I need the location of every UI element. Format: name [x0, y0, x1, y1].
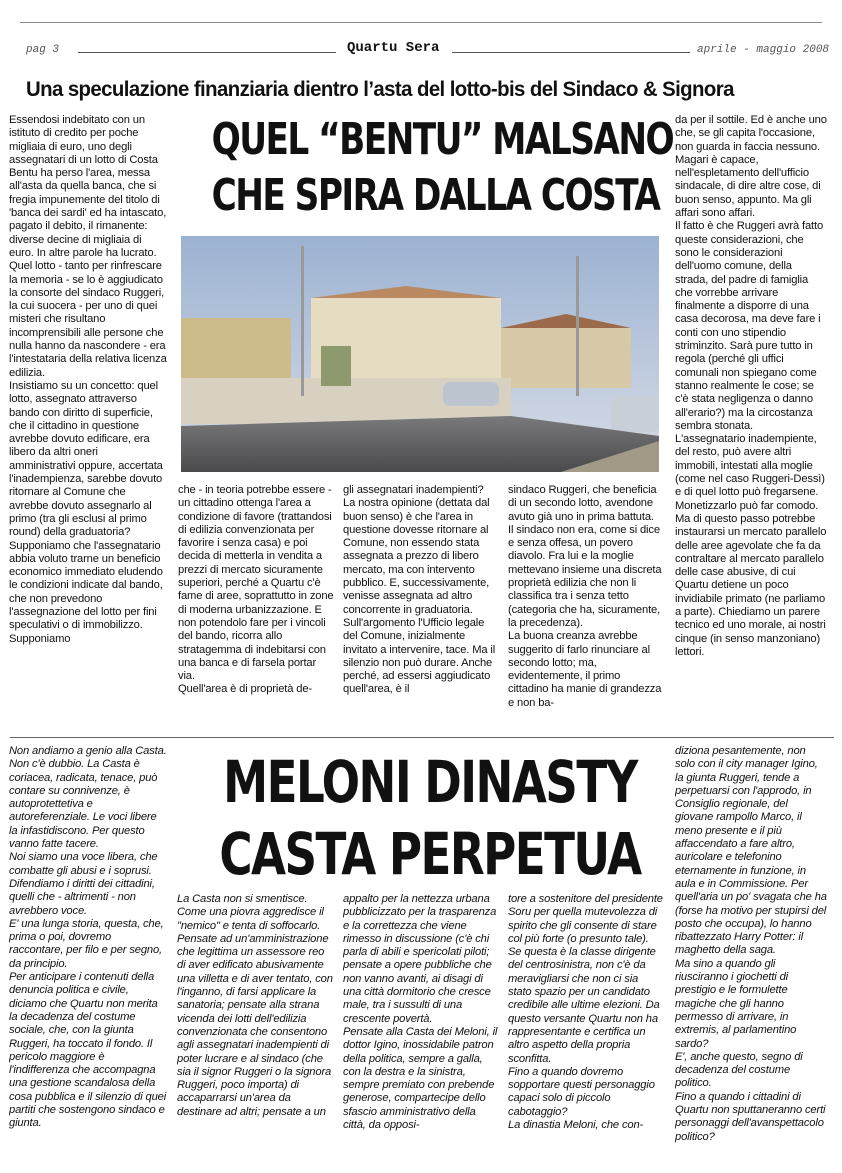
paragraph: Fino a quando dovremo sopportare questi personaggio capaci solo di piccolo cabotaggio? [508, 1065, 655, 1118]
article2-column-2 [177, 893, 333, 1167]
paragraph: da per il sottile. Ed è anche uno che, se gli capita l'occasione, non guarda in faccia nessuno. Magari è capace, nell'espletamento dell'ufficio sindacale, di dire altre cose, di buon senso, appunto. Ma gli affari sono affari. [675, 114, 827, 220]
article1-title [211, 112, 674, 224]
paragraph: Se questa è la classe dirigente del centrosinistra, non c'è da meravigliarsi che non ci sia stato spazio per un candidato credibile alle ultime elezioni. Da questo versante Quartu non ha rappresentante e certifica un altro aspetto della propria sconfitta. [508, 946, 660, 1065]
paragraph: Ma sino a quando gli riusciranno i giochetti di prestigio e le formulette magiche che gli hanno permesso di arrivare, in extremis, al parlamentino sardo? [675, 957, 797, 1050]
article1-column-4 [508, 484, 663, 724]
article1-column-1 [9, 114, 167, 742]
paragraph: Per anticipare i contenuti della denuncia politica e civile, diciamo che Quartu non merita la decadenza del costume sociale, che, con la giunta Ruggeri, ha toccato il fondo. Il pericolo maggiore è l'indifferenza che accompagna una gestione scandalosa della cosa pubblica e il silenzio di quei partiti che sostengono sindaco e giunta. [9, 971, 167, 1130]
paragraph: Il sindaco non era, come si dice e senza offesa, un povero diavolo. Fra lui e la moglie mettevano insieme una discreta proprietà edilizia che non li classifica tra i senza tetto (categoria che ha, sicuramente, la precedenza). [508, 523, 662, 629]
paragraph: Pensate ad un'amministrazione che legittima un assessore reo di aver edificato abusivamente una villetta e di aver tentato, con l'inganno, di farsi applicare la sanatoria; pensate alla strana vicenda dei lotti dell'edilizia convenzionata che consentono agli assegnatari inadempienti di poter lucrare e al sindaco (che sia il signor Ruggeri o la signora Ruggeri, poco importa) di accaparrarsi un'area da destinare ad altri; pensate a un [177, 932, 333, 1118]
newspaper-name: Quartu Sera [347, 40, 440, 56]
top-rule [20, 22, 822, 23]
paragraph: Quel lotto - tanto per rinfrescare la memoria - se lo è aggiudicato la consorte del sindaco Ruggeri, la cui suocera - per uno di quei misteri che risultano incomprensibili alle persone che nulla hanno da nascondere - era l'intestataria della relativa licenza edilizia. [9, 260, 167, 379]
paragraph: Insistiamo su un concetto: quel lotto, assegnato attraverso bando con diritto di superficie, che il cittadino in questione avrebbe dovuto edificare, era libero da altri oneri amministrativi oppure, accertata l'inadempienza, sarebbe dovuto ritornare al Comune che avrebbe dovuto assegnarlo al primo (tra gli esclusi al primo round) della graduatoria? [9, 379, 163, 539]
article2-title-line1: MELONI DINASTY [223, 748, 637, 816]
article2-column-3 [343, 893, 498, 1167]
header-rule-left [78, 52, 336, 53]
paragraph: La Casta non si smentisce. Come una piovra aggredisce il "nemico" e tenta di soffocarlo. [177, 893, 324, 932]
paragraph: Non andiamo a genio alla Casta. Non c'è dubbio. La Casta è coriacea, radicata, tenace, può contare su connivenze, è autoprotettetiva e autoreferenziale. Le voci libere la infastidiscono. Per questo vanno fatte tacere. [9, 745, 167, 851]
article1-column-5 [675, 114, 827, 726]
paragraph: Quell'area è di proprietà de- [178, 683, 312, 696]
paragraph: L'assegnatario inadempiente, del resto, può avere altri immobili, intestati alla moglie (come nel caso Ruggeri-Dessì) e di quel lotto può fregarsene. Monetizzarlo può far comodo. Ma di questo passo potrebbe instaurarsi un mercato parallelo delle aree agevolate che fa da contraltare al mercato parallelo delle case abusive, di cui Quartu detiene un poco invidiabile primato (ne parliamo a parte). Chiediamo un parere tecnico ed uno morale, ai nostri cinque (in senso manzoniano) lettori. [675, 433, 827, 658]
article2-column-1 [9, 745, 167, 1165]
paragraph: Noi siamo una voce libera, che combatte gli abusi e i soprusi. Difendiamo i diritti dei cittadini, quelli che - altrimenti - non avrebbero voce. [9, 851, 158, 917]
paragraph: che - in teoria potrebbe essere - un cittadino ottenga l'area a condizione di favore (trattandosi di edilizia convenzionata per favorire i senza casa) e poi decida di metterla in vendita a prezzi di mercato sicuramente superiori, perché a Quartu c'è fame di aree, soprattutto in zone di moderna urbanizzazione. E non potendolo fare per i vincoli del bando, ricorra allo stratagemma di indebitarsi con una banca e di farsela portar via. [178, 484, 334, 683]
paragraph: Pensate alla Casta dei Meloni, il dottor Igino, inossidabile patron della politica, sempre a galla, con la destra e la sinistra, sempre premiato con prebende generose, compartecipe dello sfascio amministrativo della città, da opposi- [343, 1025, 498, 1132]
paragraph: Sull'argomento l'Ufficio legale del Comune, inizialmente invitato a intervenire, tace. Ma il silenzio non può durare. Anche perché, ad essersi aggiudicato quell'area, è il [343, 616, 496, 696]
paragraph: La buona creanza avrebbe suggerito di farlo rinunciare al secondo lotto; ma, evidentemente, il primo cittadino ha manie di grandezza e non ba- [508, 630, 662, 709]
issue-date: aprile - maggio 2008 [697, 44, 830, 56]
header-rule-right [452, 52, 690, 53]
street-photo [181, 236, 659, 472]
article1-column-3 [343, 484, 498, 724]
paragraph: Supponiamo che l'assegnatario abbia voluto trarne un beneficio economico immediato eludendo le condizioni indicate dal bando, che non prevedono l'assegnazione del lotto per fini speculativi o di immobilizzo. Supponiamo [9, 539, 163, 645]
article1-title-line2: CHE SPIRA DALLA COSTA [211, 170, 660, 221]
article2-column-5 [675, 745, 827, 1165]
paragraph: appalto per la nettezza urbana pubblicizzato per la trasparenza e la correttezza che viene rimesso in discussione (c'è chi parla di abili e spericolati piloti; pensate a opere pubbliche che non vanno avanti, ai disagi di una città dormitorio che cresce male, tra i sussulti di una crescente povertà. [343, 893, 497, 1025]
paragraph: Fino a quando i cittadini di Quartu non sputtaneranno certi personaggi dell'avanspettacolo politico? [675, 1090, 826, 1143]
paragraph: tore a sostenitore del presidente Soru per quella mutevolezza di spirito che gli consente di stare col più forte (o presunto tale). [508, 893, 663, 945]
article2-column-4 [508, 893, 663, 1167]
paragraph: E' una lunga storia, questa, che, prima o poi, dovremo raccontare, per filo e per segno, da principio. [9, 917, 164, 970]
article2-title [196, 746, 664, 890]
article1-column-2 [178, 484, 334, 724]
paragraph: E', anche questo, segno di decadenza del costume politico. [675, 1050, 803, 1090]
section-divider [10, 737, 834, 738]
paragraph: diziona pesantemente, non solo con il city manager Igino, la giunta Ruggeri, tende a perpetuarsi con l'approdo, in Consiglio regionale, del giovane rampollo Marco, il meno presente e il più affaccendato a fare altro, auricolare e telefonino eternamente in funzione, in aula e in Commissione. Per quell'aria un po' svagata che ha (forse ha motivo per stupirsi del posto che occupa), lo hanno ribattezzato Harry Potter: il maghetto della saga. [675, 745, 827, 957]
article1-headline: Una speculazione finanziaria dientro l’asta del lotto-bis del Sindaco & Signora [26, 78, 734, 101]
paragraph: Il fatto è che Ruggeri avrà fatto queste considerazioni, che sono le considerazioni dell'uomo comune, della strada, del padre di famiglia che vorrebbe arrivare finalmente a disporre di una casa decorosa, ma deve fare i conti con uno stipendio striminzito. Sarà pure tutto in regola (perché gli uffici comunali non spiegano come stanno realmente le cose; se c'è stata negligenza o danno all'erario?) ma la circostanza sembra stonata. [675, 220, 824, 432]
paragraph: La dinastia Meloni, che con- [508, 1119, 644, 1132]
page-number: pag 3 [26, 44, 60, 56]
paragraph: sindaco Ruggeri, che beneficia di un secondo lotto, avendone avuto già uno in prima battuta. [508, 484, 657, 523]
paragraph: Essendosi indebitato con un istituto di credito per poche migliaia di euro, uno degli assegnatari di un lotto di Costa Bentu ha perso l'area, messa all'asta da quella banca, che si fregia impunemente del titolo di 'banca dei sardi' ed ha intascato, pagato il debito, il rimanente: diverse decine di migliaia di euro. In altre parole ha lucrato. [9, 114, 167, 259]
article1-title-line1: QUEL “BENTU” MALSANO [211, 114, 674, 165]
article2-title-line2: CASTA PERPETUA [219, 820, 641, 888]
paragraph: gli assegnatari inadempienti? La nostra opinione (dettata dal buon senso) è che l'area in questione dovesse ritornare al Comune, non essendo stata assegnata a prezzo di libero mercato, ma con intervento pubblico. E, successivamente, venisse assegnata ad altro concorrente in graduatoria. [343, 484, 490, 616]
